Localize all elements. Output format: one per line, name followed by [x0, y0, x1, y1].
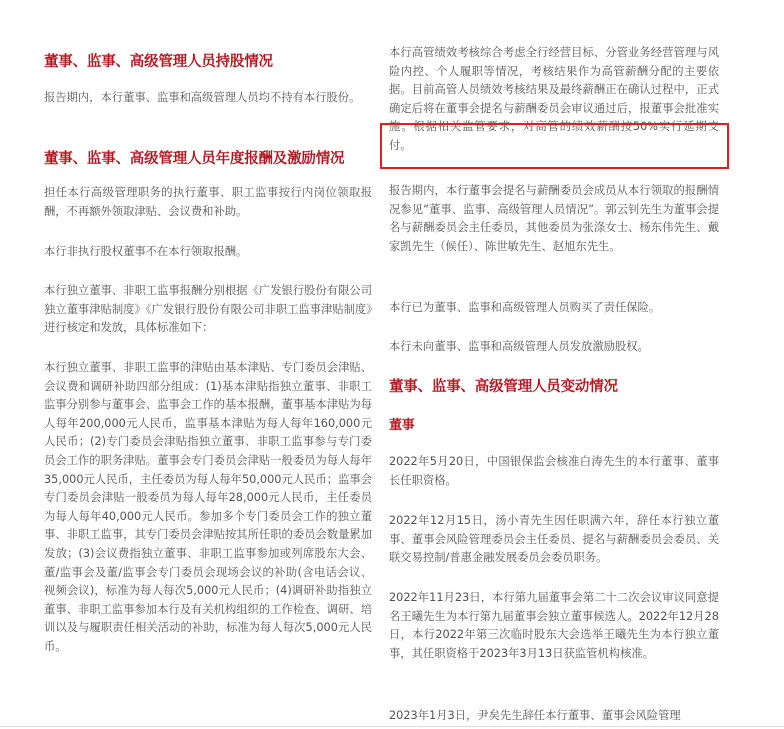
paragraph-chairman-approval: 2022年5月20日，中国银保监会核准白涛先生的本行董事、董事长任职资格。 [389, 455, 719, 487]
paragraph-non-executive: 本行非执行股权董事不在本行领取报酬。 [44, 245, 248, 258]
subheading-directors: 董事 [389, 418, 415, 433]
section-heading-shareholding: 董事、监事、高级管理人员持股情况 [44, 54, 273, 70]
paragraph-committee-members: 报告期内，本行董事会提名与薪酬委员会成员从本行领取的报酬情况参见“董事、监事、高级管理人员情况”。郭云钊先生为董事会提名与薪酬委员会主任委员，其他委员为张涤女士、杨东伟先生、戴家凯先生（候任）、陈世敏先生、赵旭东先生。 [389, 184, 719, 253]
section-heading-changes: 董事、监事、高级管理人员变动情况 [389, 379, 618, 395]
paragraph-shareholding: 报告期内，本行董事、监事和高级管理人员均不持有本行股份。 [44, 91, 361, 104]
paragraph-nomination-wang: 2022年11月23日，本行第九届董事会第二十二次会议审议同意提名王曦先生为本行第九届董事会独立董事候选人。2022年12月28日，本行2022年第三次临时股东大会选举王曦先生为本行独立董事，其任职资格于2023年3月13日获监管机构核准。 [389, 591, 719, 660]
paragraph-executive-pay: 担任本行高级管理职务的执行董事、职工监事按行内岗位领取报酬，不再额外领取津贴、会议费和补助。 [44, 186, 372, 218]
paragraph-no-equity-incentive: 本行未向董事、监事和高级管理人员发放激励股权。 [389, 340, 649, 353]
paragraph-resignation-tang: 2022年12月15日，汤小青先生因任职满六年，辞任本行独立董事、董事会风险管理委员会主任委员、提名与薪酬委员会委员、关联交易控制/普惠金融发展委员会委员职务。 [389, 514, 719, 565]
highlight-box [380, 123, 729, 169]
paragraph-allowance-details: 本行独立董事、非职工监事的津贴由基本津贴、专门委员会津贴、会议费和调研补助四部分组成：(1)基本津贴指独立董事、非职工监事分别参与董事会、监事会工作的基本报酬，董事基本津贴为每人每年200,000元人民币，监事基本津贴为每人每年160,000元人民币；(2)专门委员会津贴指独立董事、非职工监事参与专门委员会工作的职务津贴。董事会专门委员会津贴一般委员为每人每年35,000元人民币，主任委员为每人每年50,000元人民币；监事会专门委员会津贴一般委员为每人每年28,000元人民币，主任委员为每人每年40,000元人民币。参加多个专门委员会工作的独立董事、非职工监事，其专门委员会津贴按其所任职的委员会数量累加发放；(3)会议费指独立董事、非职工监事参加或列席股东大会、董/监事会及董/监事会专门委员会现场会议的补助(含电话会议、视频会议)，标准为每人每次5,000元人民币；(4)调研补助指独立董事、非职工监事参加本行及有关机构组织的工作检查、调研、培训以及与履职责任相关活动的补助，标准为每人每次5,000元人民币。 [44, 361, 372, 653]
page-bottom-divider [0, 726, 784, 727]
paragraph-independent-rules: 本行独立董事、非职工监事报酬分别根据《广发银行股份有限公司独立董事津贴制度》《广发银行股份有限公司非职工监事津贴制度》进行核定和发放，具体标准如下： [44, 284, 372, 335]
paragraph-performance-review: 本行高管绩效考核综合考虑全行经营目标、分管业务经营管理与风险内控、个人履职等情况，考核结果作为高管薪酬分配的主要依据。目前高管人员绩效考核结果及最终薪酬正在确认过程中，正式确定后将在董事会提名与薪酬委员会审议通过后，报董事会批准实施。根据相关监管要求，对高管的绩效薪酬按50%实行延期支付。 [389, 46, 719, 152]
paragraph-resignation-yin: 2023年1月3日，尹矣先生辞任本行董事、董事会风险管理 [389, 709, 681, 722]
paragraph-liability-insurance: 本行已为董事、监事和高级管理人员购买了责任保险。 [389, 301, 661, 314]
section-heading-remuneration: 董事、监事、高级管理人员年度报酬及激励情况 [44, 151, 345, 167]
